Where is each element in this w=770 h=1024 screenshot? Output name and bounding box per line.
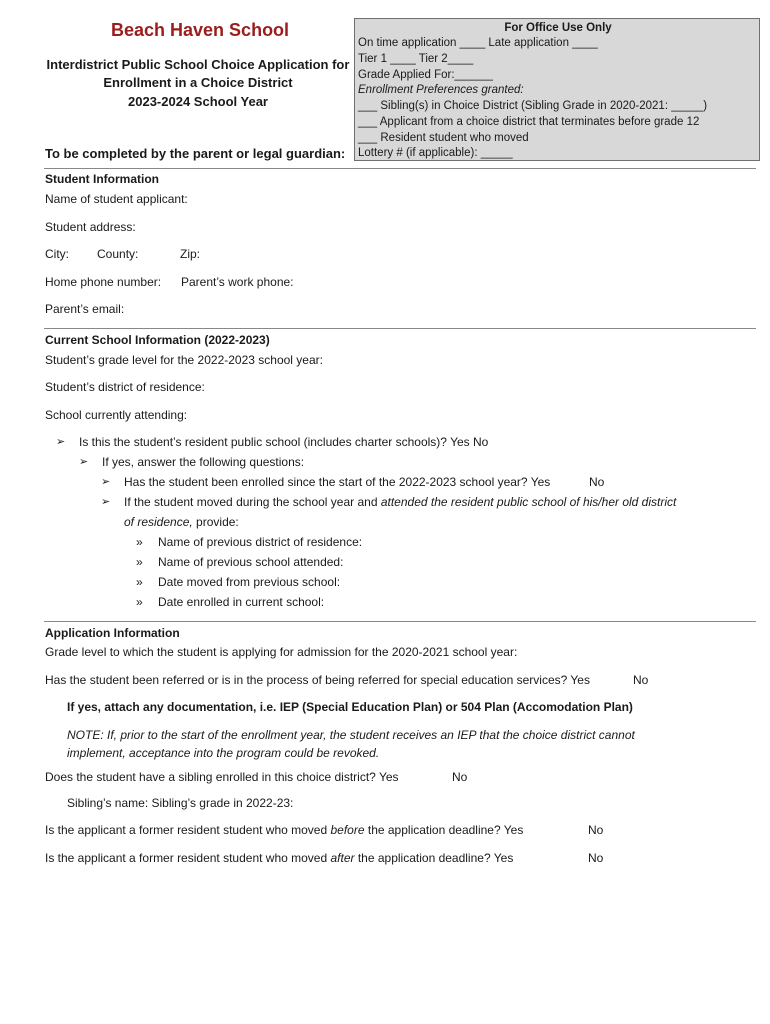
grade-applying-field: Grade level to which the student is applying for admission for the 2020-2021 school year: bbox=[45, 645, 518, 659]
resident-school-question: Is this the student’s resident public school (includes charter schools)? Yes No bbox=[79, 435, 489, 449]
student-section-title: Student Information bbox=[45, 172, 159, 186]
form-title-line1: Interdistrict Public School Choice Application for bbox=[46, 57, 350, 72]
student-name-field: Name of student applicant: bbox=[45, 192, 188, 206]
county-field: County: bbox=[97, 247, 139, 261]
city-field: City: bbox=[45, 247, 69, 261]
moved-question: If the student moved during the school year and attended the resident public school of his/her old district bbox=[124, 495, 677, 509]
office-box-title: For Office Use Only bbox=[504, 22, 612, 34]
arrow-bullet-icon: ➢ bbox=[56, 436, 66, 448]
form-title-line3: 2023-2024 School Year bbox=[128, 94, 268, 109]
special-ed-question: Has the student been referred or is in the process of being referred for special education services? Yes bbox=[45, 673, 590, 687]
arrow-bullet-icon: ➢ bbox=[101, 496, 111, 508]
office-timeliness: On time application ____ Late application ____ bbox=[358, 37, 598, 49]
zip-field: Zip: bbox=[180, 247, 201, 261]
date-enrolled-field: Date enrolled in current school: bbox=[158, 595, 325, 609]
chevron-bullet-icon: » bbox=[136, 535, 143, 549]
office-use-box bbox=[354, 18, 760, 161]
current-school-section-title: Current School Information (2022-2023) bbox=[45, 333, 270, 347]
office-preferences-label: Enrollment Preferences granted: bbox=[358, 84, 524, 96]
moved-after-question: Is the applicant a former resident student who moved after the application deadline? Yes bbox=[45, 851, 514, 865]
iep-note-line2: implement, acceptance into the program could be revoked. bbox=[67, 746, 380, 760]
completed-by-label: To be completed by the parent or legal guardian: bbox=[45, 146, 346, 161]
form-title-line2: Enrollment in a Choice District bbox=[103, 75, 293, 90]
work-phone-field: Parent’s work phone: bbox=[181, 275, 294, 289]
moved-before-question: Is the applicant a former resident student who moved before the application deadline? Yes bbox=[45, 823, 524, 837]
section-divider bbox=[44, 621, 756, 622]
application-section-title: Application Information bbox=[45, 626, 180, 640]
chevron-bullet-icon: » bbox=[136, 595, 143, 609]
if-yes-instruction: If yes, answer the following questions: bbox=[102, 455, 305, 469]
office-pref-resident-moved: ___ Resident student who moved bbox=[358, 132, 529, 144]
home-phone-field: Home phone number: bbox=[45, 275, 162, 289]
sibling-question: Does the student have a sibling enrolled in this choice district? Yes bbox=[45, 770, 399, 784]
office-pref-choice-district: ___ Applicant from a choice district that terminates before grade 12 bbox=[358, 116, 700, 128]
moved-question-cont: of residence, provide: bbox=[124, 515, 239, 529]
iep-note-line1: NOTE: If, prior to the start of the enrollment year, the student receives an IEP that the choice district cannot bbox=[67, 728, 635, 742]
section-divider bbox=[44, 328, 756, 329]
office-lottery: Lottery # (if applicable): _____ bbox=[358, 147, 513, 159]
chevron-bullet-icon: » bbox=[136, 555, 143, 569]
office-pref-sibling: ___ Sibling(s) in Choice District (Sibling Grade in 2020-2021: _____) bbox=[358, 100, 708, 112]
enrolled-since-question: Has the student been enrolled since the start of the 2022-2023 school year? Yes bbox=[124, 475, 551, 489]
attach-documentation-instruction: If yes, attach any documentation, i.e. IEP (Special Education Plan) or 504 Plan (Accomodation Plan) bbox=[67, 700, 633, 714]
arrow-bullet-icon: ➢ bbox=[79, 456, 89, 468]
date-moved-field: Date moved from previous school: bbox=[158, 575, 341, 589]
school-name: Beach Haven School bbox=[111, 20, 290, 40]
moved-before-no-option: No bbox=[588, 823, 604, 837]
arrow-bullet-icon: ➢ bbox=[101, 476, 111, 488]
chevron-bullet-icon: » bbox=[136, 575, 143, 589]
district-of-residence-field: Student’s district of residence: bbox=[45, 380, 205, 394]
office-tier: Tier 1 ____ Tier 2____ bbox=[358, 53, 474, 65]
grade-level-field: Student’s grade level for the 2022-2023 school year: bbox=[45, 353, 323, 367]
sibling-info-field: Sibling’s name: Sibling’s grade in 2022-23: bbox=[67, 796, 294, 810]
student-address-field: Student address: bbox=[45, 220, 136, 234]
moved-after-no-option: No bbox=[588, 851, 604, 865]
previous-district-field: Name of previous district of residence: bbox=[158, 535, 363, 549]
previous-school-field: Name of previous school attended: bbox=[158, 555, 344, 569]
parent-email-field: Parent’s email: bbox=[45, 302, 125, 316]
school-attending-field: School currently attending: bbox=[45, 408, 188, 422]
office-grade-applied: Grade Applied For:______ bbox=[358, 69, 493, 81]
enrolled-since-no-option: No bbox=[589, 475, 605, 489]
section-divider bbox=[44, 168, 756, 169]
special-ed-no-option: No bbox=[633, 673, 649, 687]
sibling-no-option: No bbox=[452, 770, 468, 784]
